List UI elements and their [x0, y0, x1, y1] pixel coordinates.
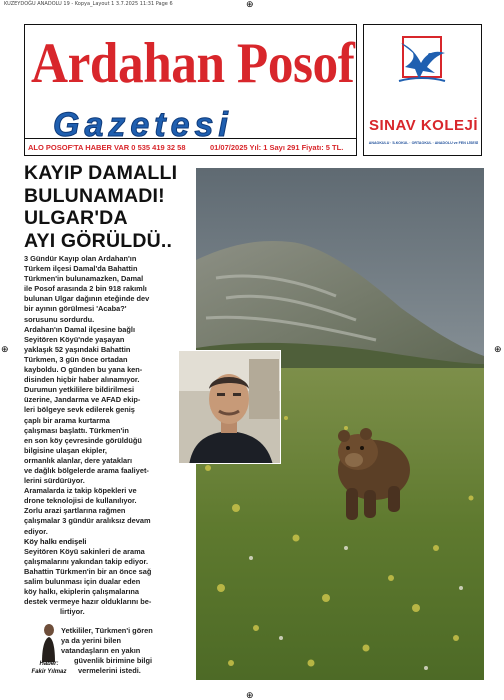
article-line: lerini sürdürüyor.: [24, 476, 85, 486]
issue-info: 01/07/2025 Yıl: 1 Sayı 291 Fiyatı: 5 TL.: [210, 143, 344, 152]
masthead: [24, 24, 357, 156]
article-line: en son köy çevresinde görüldüğü: [24, 435, 142, 445]
article-line: ve dağlık bölgelerde arama faaliyet-: [24, 465, 149, 475]
article-line: kayboldu. O günden bu yana ken-: [24, 365, 143, 375]
newspaper-title: Ardahan Posof: [31, 32, 355, 95]
school-levels: ANAOKULU · İLKOKUL · ORTAOKUL · ANADOLU ve FEN LİSESİ: [368, 141, 479, 145]
reporter-label: Haber:: [39, 661, 59, 667]
article-line: leri bölgeye sevk edilerek geniş: [24, 405, 135, 415]
school-name: SINAV KOLEJİ: [368, 117, 479, 134]
article-subheading: Köy halkı endişeli: [24, 536, 87, 546]
eagle-icon: [397, 33, 447, 89]
article-line: çaplı bir arama kurtarma: [24, 415, 110, 425]
article-line: Bahattin Türkmen'in bir an önce sağ: [24, 566, 152, 576]
article-line: çalışmalar 3 gündür aralıksız devam: [24, 516, 151, 526]
article-line: lirtiyor.: [60, 607, 85, 617]
article-headline: [24, 162, 194, 252]
article-line: çalışması başlattı. Türkmen'in: [24, 425, 129, 435]
headline-line: KAYIP DAMALLI: [24, 162, 178, 184]
article-line: Seyitören Köyü sakinleri de arama: [24, 546, 145, 556]
article-line: Ardahan'ın Damal ilçesine bağlı: [24, 324, 136, 334]
article-line: Türkmen'in bulunamazken, Damal: [24, 274, 144, 284]
newspaper-subtitle: Gazetesi: [53, 106, 233, 144]
article-line: üzerine, Jandarma ve AFAD ekip-: [24, 395, 141, 405]
article-line: disinden hiçbir haber alınamıyor.: [24, 375, 140, 385]
article-line: ediyor.: [24, 526, 48, 536]
headline-line: ULGAR'DA: [24, 207, 128, 229]
article-line: salim bulunması için dualar eden: [24, 577, 141, 586]
article-line: 3 Gündür Kayıp olan Ardahan'ın: [24, 254, 137, 263]
headline-line: BULUNAMADI!: [24, 184, 165, 207]
article-line: Durumun yetkililere bildirilmesi: [24, 385, 135, 395]
article-line: köy halkı, ekiplerin çalışmalarına: [24, 587, 140, 597]
article-line: sorusunu sordurdu.: [24, 314, 95, 324]
article-line: drone teknolojisi de kullanılıyor.: [24, 496, 137, 506]
article-body: [24, 254, 194, 617]
article-line: Zorlu arazi şartlarına rağmen: [24, 506, 126, 516]
masthead-info-strip: [24, 138, 357, 156]
article-line: ile Posof arasında 2 bin 918 rakımlı: [24, 284, 147, 294]
article-line: Seyitören Köyü'nde yaşayan: [24, 334, 125, 344]
article-line: Yetkililer, Türkmen'i gören: [61, 626, 153, 635]
article-line: yaklaşık 52 yaşındaki Bahattin: [24, 344, 131, 354]
article-line: bulunan Ulgar dağının eteğinde dev: [24, 294, 150, 304]
registration-mark: ⊕: [494, 344, 502, 354]
headline-line: AYI GÖRÜLDÜ..: [24, 229, 173, 252]
article-line: ya da yerini bilen: [61, 636, 121, 646]
article-line: Aramalarda iz takip köpekleri ve: [24, 486, 137, 496]
school-advertisement: [363, 24, 482, 156]
article-line: Türkmen, 3 gün önce ortadan: [24, 354, 128, 364]
registration-mark: ⊕: [1, 344, 9, 354]
registration-mark: ⊕: [246, 690, 254, 700]
article-line: bilgisine ulaşan ekipler,: [24, 445, 107, 455]
article-line: ormanlık alanlar, dere yatakları: [24, 455, 133, 465]
print-slug: KUZEYDOĞU ANADOLU 19 - Kopya_Layout 1 3.7.2025 11:31 Page 6: [4, 1, 173, 7]
article-line: vatandaşların en yakın: [61, 646, 141, 656]
article-closing: [61, 626, 191, 676]
registration-mark: ⊕: [246, 0, 254, 9]
article-line: güvenlik birimine bilgi: [74, 656, 153, 666]
reporter-name: Fakir Yılmaz: [31, 668, 67, 675]
article-line: Türkem ilçesi Damal'da Bahattin: [24, 264, 138, 274]
reporter-photo: [40, 622, 57, 662]
news-hotline: ALO POSOF'TA HABER VAR 0 535 419 32 58: [28, 143, 186, 152]
article-line: bir ayının görülmesi 'Acaba?': [24, 304, 127, 314]
article-line: vermelerini istedi.: [78, 666, 141, 676]
article-line: destek vermeye hazır olduklarını be-: [24, 597, 152, 607]
article-line: çalışmalarını yakından takip ediyor.: [24, 556, 149, 566]
